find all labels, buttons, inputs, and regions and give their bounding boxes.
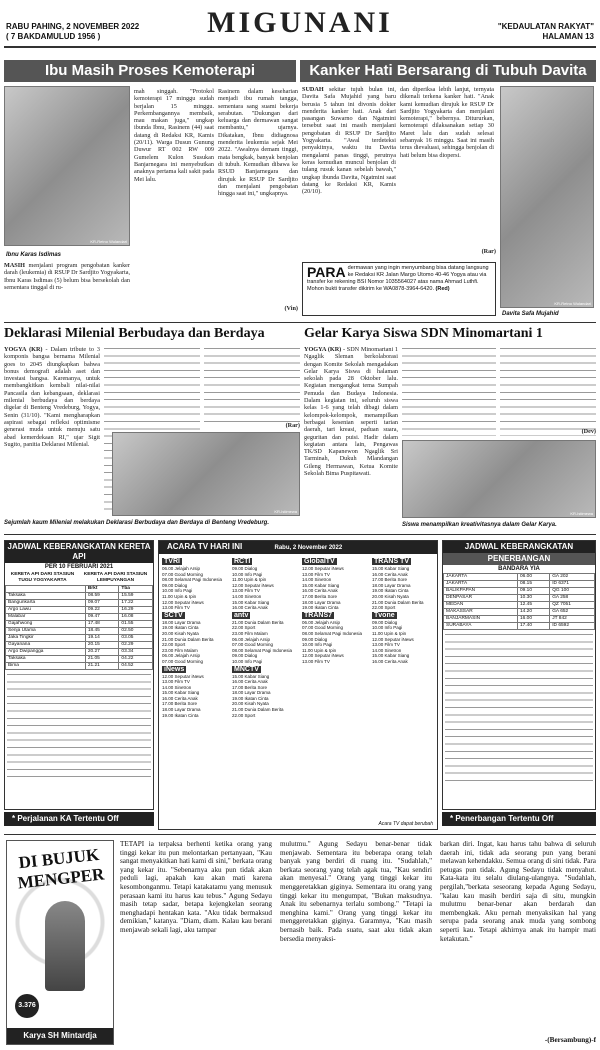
masthead bbox=[0, 0, 600, 48]
tv-listing: 21.00 Dunia Dalam Berita bbox=[162, 636, 214, 642]
train-arrive-cell: 02.29 bbox=[119, 642, 153, 649]
story3-col1 bbox=[4, 346, 100, 514]
tv-listing: 08.00 Selamat Pagi Indonesia bbox=[232, 647, 293, 653]
photo-credit: KR-Istimewa bbox=[274, 509, 297, 514]
flight-row bbox=[444, 581, 595, 588]
story3-sign: (Rar) bbox=[285, 422, 300, 429]
tv-listing: 15.00 Kabar Siang bbox=[372, 566, 410, 571]
schedule-lines bbox=[445, 632, 593, 782]
donation-note bbox=[302, 262, 496, 316]
train-name-cell: Bima bbox=[6, 663, 86, 670]
flight-destination-cell: SURABAYA bbox=[444, 623, 518, 630]
tv-listing: 15.00 Kabar Siang bbox=[162, 690, 200, 696]
fiction-col1: TETAPI ia terpaksa berhenti ketika orang yang tinggi kekar itu pun melontarkan pertanyaan, "Kau sangat menyakitkan hati kami di sini," berkata orang yang kekar itu. "Sebenarnya aku pun tidak akan peduli lagi, apakah kau akan mati karena kesombonganmu. Tetapi katakatamu yang menusuk perasaan kami itu harus kau tebus." Agung Sedayu masih tetap sadar, betapa kejengkelan seorang menghadapi hentakan kata. "Aku tidak bermaksud demikian," katanya. "Diam, diam. Kalau kau berani menjawab sekali lagi, aku tampar bbox=[120, 840, 272, 934]
tv-column bbox=[232, 557, 300, 819]
train-name-cell: Jaka Tingkir bbox=[6, 635, 86, 642]
story3-photo[interactable] bbox=[112, 432, 300, 516]
page-number: HALAMAN 13 bbox=[542, 32, 594, 41]
tv-listing: 06.00 Jelajah Arsip bbox=[232, 636, 271, 642]
tv-listing: 07.00 Good Morning bbox=[302, 625, 344, 631]
flight-number-cell: GA 258 bbox=[550, 595, 595, 602]
tv-title: ACARA TV HARI INI bbox=[167, 542, 243, 551]
channel-logo: antv bbox=[234, 611, 249, 619]
station1: KERETA API DARI STASIUN TUGU YOGYAKARTA bbox=[10, 572, 75, 583]
tv-listing: 21.00 Dunia Dalam Berita bbox=[372, 599, 424, 605]
train-depart-cell: 19.14 bbox=[85, 635, 119, 642]
author-credit: Karya SH Mintardja bbox=[7, 1028, 113, 1044]
donation-sign: (Red) bbox=[435, 286, 450, 292]
story2-headline: Kanker Hati Bersarang di Tubuh Davita bbox=[300, 60, 596, 82]
story1-photo[interactable] bbox=[4, 86, 130, 246]
channel-logo: TRANS TV bbox=[374, 558, 409, 565]
flight-time-cell: 08.15 bbox=[518, 581, 550, 588]
channel-logo: TVRI bbox=[164, 558, 180, 565]
slogan: "KEDAULATAN RAKYAT" bbox=[497, 22, 594, 31]
train-depart-cell: 09.22 bbox=[85, 607, 119, 614]
train-name-cell: Gajahwong bbox=[6, 621, 86, 628]
story2-col2: dan diperiksa lebih lanjut, ternyata dikenali terkena kanker hati. "Anak kami kemudian dirujuk ke RSUP Dr Sardjito Yogyakarta dan menjalani kemoterapi," bebernya. Ditururkan, kemoterapi dilaksanakan setiap 30 Maret lalu dan sudah selesai sebanyak 16 minggu. Saat ini masih terus dievaluasi, sehingga benjolan di hati belum bisa diopersi. bbox=[400, 86, 494, 159]
train-arrive-cell: 04.22 bbox=[119, 656, 153, 663]
tv-listing: 18.00 Layar Drama bbox=[162, 619, 201, 625]
train-footer: * Perjalanan KA Tertentu Off bbox=[4, 812, 154, 826]
flight-schedule-panel bbox=[442, 540, 596, 810]
date-line: RABU PAHING, 2 NOVEMBER 2022 bbox=[6, 22, 140, 31]
tv-schedule-panel bbox=[158, 540, 438, 830]
flight-title: JADWAL KEBERANGKATAN bbox=[443, 541, 595, 553]
masthead-rule bbox=[4, 46, 596, 48]
donation-text: dermawan yang ingin menyumbang bisa datang langsung ke Redaksi KR Jalan Margo Utomo 40-46 Yogya atau via transfer ke rekening BSI Nomor 1035564027 atas nama Ahmad Luthfi. Mohon bukti transfer dikirim ke WA0878-3964-6420. bbox=[307, 265, 489, 292]
tv-listing: 10.00 Info Pagi bbox=[232, 571, 263, 577]
story1-headline: Ibu Masih Proses Kemoterapi bbox=[4, 60, 296, 82]
fiction-col2: mulutmu." Agung Sedayu benar-benar tidak menjawab. Sementara itu beberapa orang telah banyak yang berdiri di ruang itu. "Sudahlah," berkata seorang yang telah agak tua, "Kau sendiri akan menyesal." Orang yang tinggi kekar itu menggeretakkan giginya. Sementara itu orang yang tinggi kekar itu mengumpat, "Bukan maksudnya. Anak itu sebenarnya terlalu sombong." "Tetapi ia menghina kami." Orang yang tinggi kekar itu menggeretakkan giginya. Garamnya, "Kau masih bernasib baik. Pada suatu, saat aku tidak akan bersedia menyaksi- bbox=[280, 840, 432, 943]
tv-listing: 16.00 Cerita Anak bbox=[162, 695, 198, 701]
train-row bbox=[6, 635, 153, 642]
train-depart-cell: 09.47 bbox=[85, 614, 119, 621]
train-row bbox=[6, 663, 153, 670]
train-arrive-cell: 16.29 bbox=[119, 607, 153, 614]
train-subtitle: PER 10 FEBRUARI 2021 bbox=[44, 564, 114, 570]
tv-listing: 18.00 Layar Drama bbox=[232, 690, 271, 696]
tv-listing: 09.00 Dialog bbox=[232, 653, 258, 659]
story1-col1 bbox=[4, 262, 130, 318]
photo-credit: KR-Retno Wulandari bbox=[90, 239, 127, 244]
story2-caption: Davita Safa Mujahid bbox=[502, 311, 559, 317]
tv-listing: 22.00 Sport bbox=[232, 712, 256, 718]
tv-listing: 22.00 Sport bbox=[372, 605, 396, 611]
train-name-cell: Argo Dwipangga bbox=[6, 649, 86, 656]
tv-listing: 16.00 Cerita Anak bbox=[302, 588, 338, 594]
tv-listing: 09.00 Dialog bbox=[302, 636, 328, 642]
story4-col2 bbox=[402, 346, 496, 436]
flight-row bbox=[444, 595, 595, 602]
tv-listing: 13.00 Film TV bbox=[372, 642, 400, 648]
train-row bbox=[6, 628, 153, 635]
story2-col1-text: sekitar tujuh bulan ini, Davita Safa Mujahid yang baru berusia 5 tahun ini divonis dokter menderita kanker hati. Anak dari pasangan Suwarno dan Ngatmini tersebut saat ini masih menjalani pengobatan di RSUP Dr Sardjito Yogyakarta. "Awal terdeteksi penyakitnya, waktu itu Davita mengalami panas tinggi, perutnya keras kemudian muncul benjolan di tulang rusuk kanan sebelah bawah," ungkap ibunda Davita, Ngatmini saat datang ke Redaksi KR, Kamis (20/10). bbox=[302, 86, 396, 196]
train-arrive-cell: 17.22 bbox=[119, 600, 153, 607]
flight-time-cell: 14.20 bbox=[518, 609, 550, 616]
tv-column bbox=[162, 557, 230, 819]
tv-listing: 21.00 Dunia Dalam Berita bbox=[232, 619, 284, 625]
tv-listing: 10.00 Info Pagi bbox=[162, 588, 193, 594]
tv-listing: 23.00 Film Malam bbox=[162, 647, 198, 653]
flight-row bbox=[444, 588, 595, 595]
flight-number-cell: ID 6592 bbox=[550, 623, 595, 630]
tv-listing: 10.00 Info Pagi bbox=[232, 658, 263, 664]
flight-rows bbox=[444, 574, 595, 630]
tv-listing: 13.00 Film TV bbox=[302, 571, 330, 577]
tv-listing: 16.00 Cerita Anak bbox=[372, 658, 408, 664]
train-depart-cell: 09.07 bbox=[85, 600, 119, 607]
train-col-name bbox=[6, 586, 86, 593]
tv-listing: 14.00 Sinetron bbox=[302, 577, 332, 583]
train-arrive-cell: 01.55 bbox=[119, 621, 153, 628]
tv-listing: 19.00 Ikatan Cinta bbox=[302, 605, 339, 611]
dateline: YOGYA (KR) bbox=[4, 346, 43, 353]
story4-col3 bbox=[500, 346, 596, 436]
tv-listing: 11.00 Upin & Ipin bbox=[302, 647, 337, 653]
train-row bbox=[6, 607, 153, 614]
story3-headline: Deklarasi Milenial Berbudaya dan Berdaya bbox=[4, 326, 265, 341]
train-arrive-cell: 16.08 bbox=[119, 614, 153, 621]
dateline: YOGYA (KR) bbox=[304, 346, 342, 353]
fiction-sign: -(Bersambung)-f bbox=[544, 1036, 596, 1044]
tv-listing: 17.00 Berita Sore bbox=[232, 684, 268, 690]
tv-listing: 18.00 Layar Drama bbox=[162, 707, 201, 713]
train-name-cell: Bangunkarta bbox=[6, 600, 86, 607]
tv-listing: 12.00 Seputar iNews bbox=[302, 653, 344, 659]
tv-listing: 19.00 Ikatan Cinta bbox=[162, 712, 199, 718]
flight-destination-cell: DENPASAR bbox=[444, 595, 518, 602]
story4-body: - SDN Minomartani 1 Ngaglik Sleman berkolaborasi dengan Komite Sekolah mengadakan Gelar Karya Siswa di halaman sekolah pada 28 Oktober lalu. Kegiatan mengangkat tema Sumpah Pemuda dan Budaya Indonesia. Dalam kegiatan ini, seluruh siswa kelas 1-6 yang telah dibagi dalam kelompok-kelompok, menampilkan berbagai kesenian seperti tarian daerah, tari kreasi, paduan suara, geguritan dan puisi. Hadir dalam kegiatan antara lain, Pengawas TK/SD Kapanewon Ngaglik Sri Tarminah, Dukuh Mlandangan Gileng Hermawan, Ketua Komite Sekolah Bima Puspitawati. bbox=[304, 346, 398, 478]
comic-title: DI BUJUK MENGPER bbox=[16, 844, 106, 893]
train-more bbox=[5, 670, 153, 784]
tv-listing: 13.00 Film TV bbox=[162, 605, 190, 611]
flight-time-cell: 10.30 bbox=[518, 595, 550, 602]
story1-col2: mah singgah. "Protokol kemoterapi 17 minggu sudah berjalan 15 minggu. Perkembangannya membaik, mau makan juga," ungkap ibunda Ibnu, Rasinem (44) saat datang di Redaksi KR, Kamis (20/11). Warga Dusun Gunung Duwur RT 002 RW 009 Gumelem Kulon Susukan Banjarnegara ini menyebutkan anaknya pertama kali sakit pada Mei lalu. bbox=[134, 88, 214, 183]
train-arrive-cell: 04.52 bbox=[119, 663, 153, 670]
tv-listing: 06.00 Jelajah Arsip bbox=[302, 619, 341, 625]
donation-lead: PARA bbox=[307, 264, 346, 280]
story1-caption: Ibnu Karas Isdimas bbox=[6, 252, 62, 258]
tv-header bbox=[159, 541, 437, 554]
text-lines bbox=[204, 346, 300, 428]
tv-listing: 19.00 Ikatan Cinta bbox=[232, 695, 269, 701]
train-table bbox=[5, 585, 153, 670]
tv-listing: 12.00 Seputar iNews bbox=[162, 673, 204, 679]
tv-column bbox=[372, 557, 438, 819]
train-depart-cell: 21.05 bbox=[85, 656, 119, 663]
flight-number-cell: GA 652 bbox=[550, 609, 595, 616]
flight-number-cell: QG 100 bbox=[550, 588, 595, 595]
story1-sign: (Vin) bbox=[284, 305, 298, 312]
train-depart-cell: 18.45 bbox=[85, 628, 119, 635]
tv-listing: 10.00 Info Pagi bbox=[302, 642, 333, 648]
train-name-cell: Taksaka bbox=[6, 656, 86, 663]
tv-date: Rabu, 2 November 2022 bbox=[274, 545, 343, 551]
tv-listing: 23.00 Film Malam bbox=[232, 630, 268, 636]
story4-sign: (Dev) bbox=[581, 428, 596, 435]
lead-word: MASIH bbox=[4, 262, 25, 269]
section-rule bbox=[4, 534, 596, 535]
schedule-lines bbox=[7, 672, 151, 782]
tv-listing: 10.00 Info Pagi bbox=[372, 625, 403, 631]
tv-listing: 19.00 Ikatan Cinta bbox=[162, 625, 199, 631]
flight-number-cell: ID 6371 bbox=[550, 581, 595, 588]
story2-sign: (Rar) bbox=[481, 248, 496, 255]
train-header-row bbox=[6, 586, 153, 593]
flight-number-cell: QZ 7051 bbox=[550, 602, 595, 609]
tv-listing: 16.00 Cerita Anak bbox=[232, 605, 268, 611]
tv-listing: 13.00 Film TV bbox=[302, 658, 330, 664]
flight-destination-cell: BALIKPAPAN bbox=[444, 588, 518, 595]
train-arrive-cell: 15.59 bbox=[119, 593, 153, 600]
tv-listing: 15.00 Kabar Siang bbox=[232, 673, 270, 679]
flight-number-cell: GA 202 bbox=[550, 574, 595, 581]
channel-logo: iNews bbox=[164, 665, 185, 673]
channel-logo: Tvone bbox=[374, 611, 395, 619]
character-figure bbox=[45, 901, 85, 991]
train-title: JADWAL KEBERANGKATAN KERETA API bbox=[5, 541, 153, 563]
tv-listing: 12.00 Seputar iNews bbox=[372, 636, 414, 642]
tv-listing: 12.00 Seputar iNews bbox=[232, 582, 274, 588]
tv-listing: 17.00 Berita Sore bbox=[162, 701, 198, 707]
text-lines bbox=[402, 346, 496, 436]
serial-comic-illustration[interactable] bbox=[6, 840, 114, 1045]
tv-listing: 09.00 Dialog bbox=[232, 566, 258, 571]
tv-listing: 19.00 Ikatan Cinta bbox=[372, 588, 409, 594]
train-arrive-cell: 02.50 bbox=[119, 628, 153, 635]
tv-listing: 12.00 Seputar iNews bbox=[302, 566, 344, 571]
tv-listing: 20.00 Kisah Nyata bbox=[232, 701, 269, 707]
story4-headline: Gelar Karya Siswa SDN Minomartani 1 bbox=[304, 326, 543, 341]
train-schedule-panel bbox=[4, 540, 154, 810]
flight-time-cell: 09.10 bbox=[518, 588, 550, 595]
tv-listing: 17.00 Berita Sore bbox=[372, 577, 408, 583]
train-row bbox=[6, 649, 153, 656]
section-rule bbox=[4, 322, 596, 323]
flight-time-cell: 12.45 bbox=[518, 602, 550, 609]
story3-col3 bbox=[204, 346, 300, 428]
tv-listing: 07.00 Good Morning bbox=[232, 642, 274, 648]
flight-destination-cell: MEDAN bbox=[444, 602, 518, 609]
tv-listing: 15.00 Kabar Siang bbox=[302, 582, 340, 588]
tv-listing: 20.00 Kisah Nyata bbox=[162, 630, 199, 636]
train-depart-cell: 20.15 bbox=[85, 642, 119, 649]
flight-row bbox=[444, 616, 595, 623]
tv-listing: 14.00 Sinetron bbox=[162, 684, 192, 690]
flight-destination-cell: JAKARTA bbox=[444, 574, 518, 581]
page-info bbox=[498, 22, 594, 42]
tv-listing: 22.00 Sport bbox=[162, 642, 186, 648]
photo-credit: KR-Istimewa bbox=[570, 511, 593, 516]
javanese-date: ( 7 BAKDAMULUD 1956 ) bbox=[6, 32, 101, 41]
channel-logo: TRANS7 bbox=[304, 611, 333, 619]
story4-col1 bbox=[304, 346, 398, 524]
train-depart-cell: 08.59 bbox=[85, 593, 119, 600]
tv-listing: 08.00 Selamat Pagi Indonesia bbox=[302, 630, 363, 636]
tv-listing: 21.00 Dunia Dalam Berita bbox=[232, 707, 284, 713]
channel-logo: GlobalTV bbox=[304, 558, 335, 565]
tv-listing: 09.00 Dialog bbox=[372, 619, 398, 625]
flight-destination-cell: MAKASSAR bbox=[444, 609, 518, 616]
story3-body: - Dalam tribute to 3 komponis bangsa bernama Milenial goes to 2045 diungkapkan bahwa bonus demografi adalah aset dan investasi bangsa. Karenanya, untuk membangkitkan kembali nilai-nilai Pancasila dan kebangsaan, deklarasi milenial berbudaya dan berdaya digelar di Benteng Vredeburg, Yogya, Senin (31/10). "Kami mengharapkan aspirasi sebagai refleksi optimisme generasi muda untuk menuju satu abad kemerdekaan RI," ujar Sigit Sugito, panitia Deklarasi Milenial. bbox=[4, 346, 100, 448]
tv-listing: 14.00 Sinetron bbox=[372, 647, 402, 653]
story4-photo[interactable] bbox=[402, 440, 596, 518]
tv-listing: 13.00 Film TV bbox=[232, 588, 260, 594]
train-name-cell: Argo Lawu bbox=[6, 607, 86, 614]
flight-destination-cell: BANJARMASIN bbox=[444, 616, 518, 623]
train-name-cell: Taksaka bbox=[6, 593, 86, 600]
text-lines bbox=[500, 346, 596, 436]
train-arrive-cell: 03.34 bbox=[119, 649, 153, 656]
fiction-col3: barkan diri. Ingat, kau harus tahu bahwa di seluruh daerah ini, tidak ada seorang pun yang berani melawan kehendakku. Semua orang di sini tidak. Para petugas pun tidak. Agung Sedayu tidak menyahut. Kata-kata itu selalu diulang-ulangnya. "Sudahlah, pergilah,"berkata seseorang kepada Agung Sedayu, "kalau kau masih berdiri saja di situ, mungkin mulutmu benar-benar akan berdarah dan membengkak. Aku pernah menyaksikan hal yang serupa pada seorang anak muda yang sombong seperti kau. Tetapi akhirnya anak itu hampir mati ketakutan." bbox=[440, 840, 596, 943]
tv-listing: 15.00 Kabar Siang bbox=[232, 599, 270, 605]
flight-subtitle: PENERBANGAN bbox=[443, 553, 595, 565]
tv-listing: 14.00 Sinetron bbox=[232, 593, 262, 599]
tv-note: Acara TV dapat berubah bbox=[378, 821, 433, 827]
train-depart-cell: 21.21 bbox=[85, 663, 119, 670]
story2-photo[interactable] bbox=[500, 86, 594, 308]
channel-logo: SCTV bbox=[164, 611, 183, 619]
tv-listing: 20.00 Kisah Nyata bbox=[372, 593, 409, 599]
train-rows bbox=[6, 593, 153, 670]
flight-row bbox=[444, 609, 595, 616]
flight-row bbox=[444, 623, 595, 630]
train-name-cell: Malabar bbox=[6, 614, 86, 621]
train-name-cell: Senja Utama bbox=[6, 628, 86, 635]
lead-word: SUDAH bbox=[302, 86, 324, 93]
tv-listing: 16.00 Cerita Anak bbox=[232, 679, 268, 685]
tv-listing: 11.00 Upin & Ipin bbox=[372, 630, 407, 636]
section-rule bbox=[4, 834, 596, 835]
station-headers bbox=[5, 571, 153, 585]
train-col-tba: Tba bbox=[119, 586, 153, 593]
flight-time-cell: 17.40 bbox=[518, 623, 550, 630]
train-row bbox=[6, 642, 153, 649]
tv-listing: 15.00 Kabar Siang bbox=[372, 653, 410, 659]
tv-listing: 11.00 Upin & Ipin bbox=[162, 593, 197, 599]
tv-listing: 09.00 Dialog bbox=[162, 582, 188, 588]
flight-more bbox=[443, 630, 595, 784]
flight-row bbox=[444, 574, 595, 581]
flight-table bbox=[443, 573, 595, 630]
tv-listing: 07.00 Good Morning bbox=[162, 571, 204, 577]
flight-destination-cell: JAKARTA bbox=[444, 581, 518, 588]
story4-caption: Siswa menampilkan kreativitasnya dalam Gelar Karya. bbox=[402, 522, 557, 528]
story3-caption: Sejumlah kaum Milenial melakukan Deklarasi Berbudaya dan Berdaya di Benteng Vredeburg. bbox=[4, 520, 269, 526]
tv-listing: 11.00 Upin & Ipin bbox=[232, 577, 267, 583]
flight-number-cell: JT 842 bbox=[550, 616, 595, 623]
train-depart-cell: 17.48 bbox=[85, 621, 119, 628]
tv-listing: 08.00 Selamat Pagi Indonesia bbox=[162, 577, 223, 583]
flight-time-cell: 06.00 bbox=[518, 574, 550, 581]
train-name-cell: Gayanana bbox=[6, 642, 86, 649]
tv-listing: 12.00 Seputar iNews bbox=[162, 599, 204, 605]
episode-number: 3.376 bbox=[15, 994, 39, 1018]
train-col-brkt: Brkt bbox=[85, 586, 119, 593]
train-arrive-cell: 03.05 bbox=[119, 635, 153, 642]
story1-col3: Rasinem dalam keseharian menjadi ibu rumah tangga, sementara sang suami bekerja serabutan. "Dukungan dari keluarga dan dermawan sangat membantu," ujarnya. Dikatakan, Ibnu didiagnosa menderita leukemia sejak Mei 2022. "Awalnya demam tinggi, mata bengkak, banyak benjolan di tubuh. Kemudian dibawa ke RSUD Banjarnegara dan dirujuk ke RSUP Dr Sardjito dan menjalani pengobatan hingga saat ini," ungkapnya. bbox=[218, 88, 298, 198]
train-row bbox=[6, 614, 153, 621]
story2-col1 bbox=[302, 86, 396, 246]
train-row bbox=[6, 600, 153, 607]
tv-listing: 17.00 Berita Sore bbox=[302, 593, 338, 599]
flight-row bbox=[444, 602, 595, 609]
train-row bbox=[6, 656, 153, 663]
tv-listing: 18.00 Layar Drama bbox=[372, 582, 411, 588]
tv-listing: 07.00 Good Morning bbox=[162, 658, 204, 664]
flight-footer: * Penerbangan Tertentu Off bbox=[442, 812, 596, 826]
tv-listing: 16.00 Cerita Anak bbox=[372, 571, 408, 577]
tv-listing: 06.00 Jelajah Arsip bbox=[162, 566, 201, 571]
station2: KERETA API DARI STASIUN LEMPUYANGAN bbox=[83, 572, 148, 583]
flight-time-cell: 16.00 bbox=[518, 616, 550, 623]
tv-listing: 06.00 Jelajah Arsip bbox=[162, 653, 201, 659]
tv-listing: 22.00 Sport bbox=[232, 625, 256, 631]
channel-logo: MNCTV bbox=[234, 665, 259, 673]
tv-listing: 13.00 Film TV bbox=[162, 679, 190, 685]
paper-section-title: MIGUNANI bbox=[207, 6, 393, 39]
tv-listing: 18.00 Layar Drama bbox=[302, 599, 341, 605]
story1-lead-text: menjalani program pengobatan kanker darah (leukemia) di RSUP Dr Sardjito Yogyakarta, Ibnu Karas Isdimas (5) belum bisa bersekolah dan sementara tinggal di ru- bbox=[4, 262, 130, 291]
photo-credit: KR-Retno Wulandari bbox=[554, 301, 591, 306]
channel-logo: RCTI bbox=[234, 558, 251, 565]
train-depart-cell: 20.27 bbox=[85, 649, 119, 656]
train-row bbox=[6, 621, 153, 628]
train-row bbox=[6, 593, 153, 600]
flight-airport: BANDARA YIA bbox=[498, 566, 540, 572]
tv-column bbox=[302, 557, 370, 819]
